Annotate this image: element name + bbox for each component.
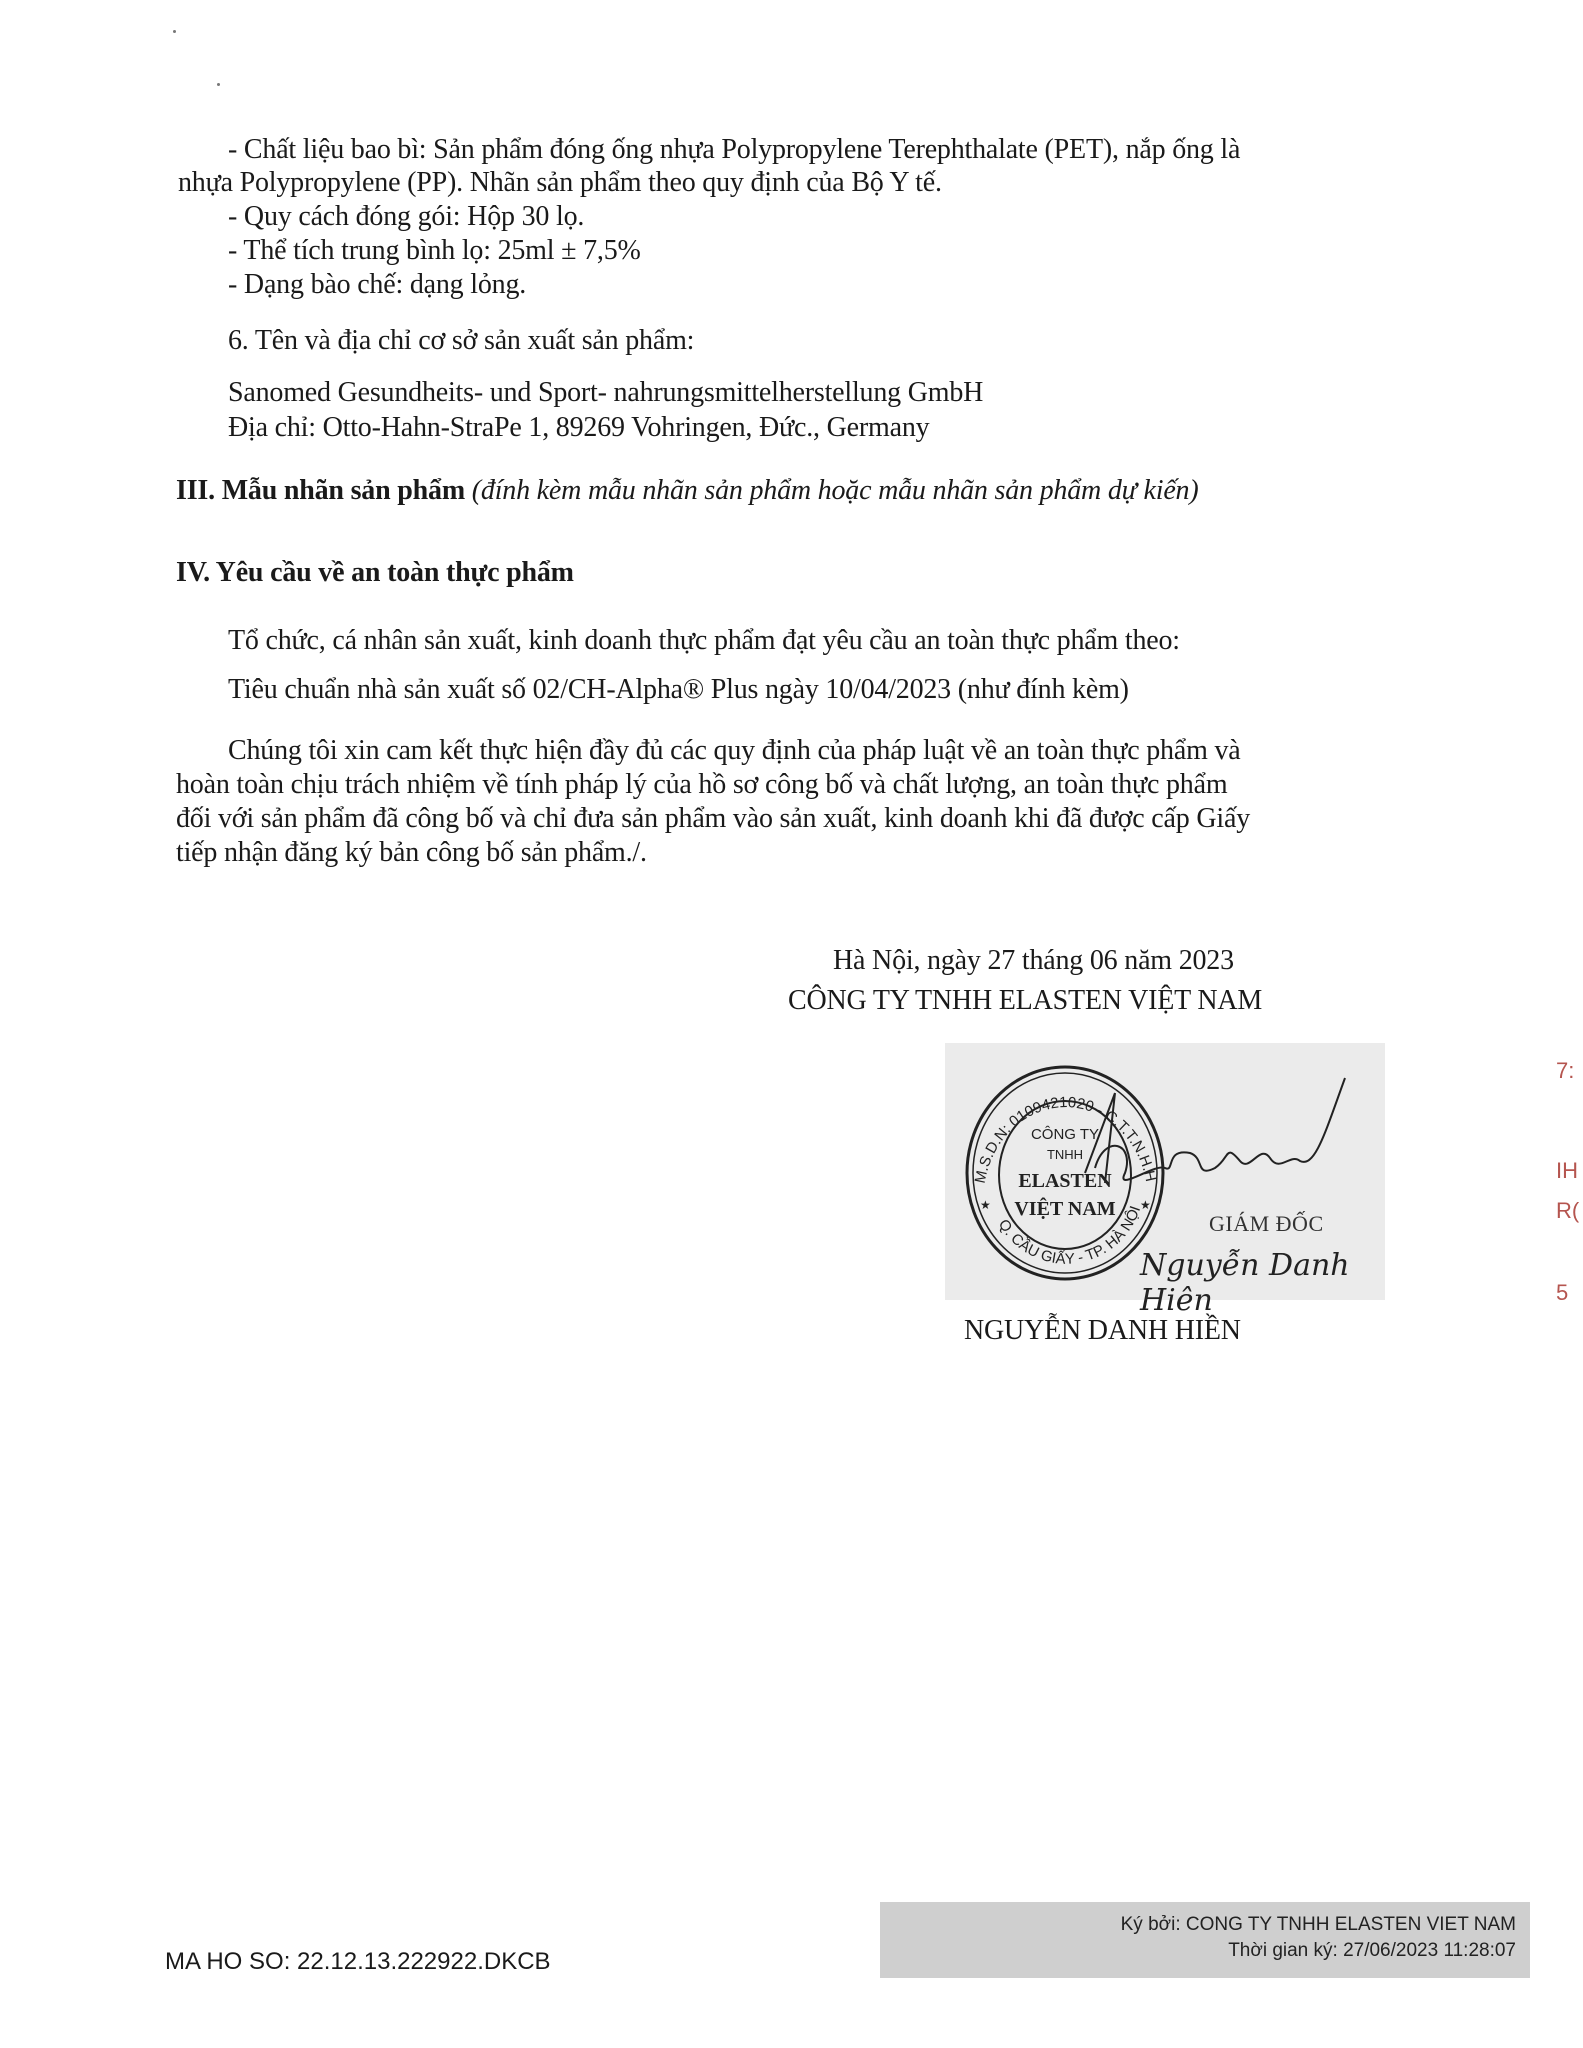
edge-stamp-fragment	[1556, 1058, 1583, 1338]
manufacturer-name: Sanomed Gesundheits- und Sport- nahrungsmittelherstellung GmbH	[228, 377, 984, 408]
manufacturer-heading: 6. Tên và địa chỉ cơ sở sản xuất sản phẩm:	[228, 325, 695, 356]
edge-mark: 5	[1556, 1280, 1569, 1305]
section-iii-heading: III. Mẫu nhãn sản phẩm	[176, 475, 465, 506]
packaging-material-line-cont: nhựa Polypropylene (PP). Nhãn sản phẩm theo quy định của Bộ Y tế.	[178, 167, 942, 198]
signature-stamp-area	[945, 1043, 1385, 1318]
company-name: CÔNG TY TNHH ELASTEN VIỆT NAM	[788, 985, 1263, 1016]
digital-signature-box	[880, 1902, 1530, 1978]
commitment-line-3: đối với sản phẩm đã công bố và chỉ đưa sản phẩm vào sản xuất, kinh doanh khi đã được cấp Giấy	[176, 803, 1250, 834]
signed-by: Ký bởi: CONG TY TNHH ELASTEN VIET NAM	[1120, 1914, 1516, 1935]
svg-text:★: ★	[1140, 1198, 1151, 1212]
packaging-spec: - Quy cách đóng gói: Hộp 30 lọ.	[228, 201, 585, 232]
safety-standard-line: Tiêu chuẩn nhà sản xuất số 02/CH-Alpha® Plus ngày 10/04/2023 (như đính kèm)	[228, 674, 1129, 705]
svg-text:VIỆT NAM: VIỆT NAM	[1014, 1198, 1116, 1220]
signer-title: GIÁM ĐỐC	[1209, 1211, 1324, 1236]
dosage-form: - Dạng bào chế: dạng lỏng.	[228, 269, 527, 300]
handwritten-signature-icon	[1055, 1073, 1355, 1223]
signer-script-name: Nguyễn Danh Hiên	[1140, 1248, 1350, 1318]
svg-text:CÔNG TY: CÔNG TY	[1030, 1126, 1100, 1143]
scan-speck	[217, 83, 220, 86]
commitment-line-1: Chúng tôi xin cam kết thực hiện đầy đủ các quy định của pháp luật về an toàn thực phẩm và	[228, 735, 1241, 766]
edge-mark: 7:	[1556, 1058, 1575, 1083]
section-iii	[176, 474, 1198, 508]
svg-text:M.S.D.N: 0109421020 - C.T.T.N.: M.S.D.N: 0109421020 - C.T.T.N.H.H	[971, 1094, 1159, 1185]
svg-text:Q. CẦU GIẤY - TP. HÀ NỘI: Q. CẦU GIẤY - TP. HÀ NỘI	[994, 1203, 1145, 1268]
scan-speck	[173, 30, 176, 33]
svg-text:ELASTEN: ELASTEN	[1018, 1170, 1112, 1192]
edge-mark: R(	[1556, 1198, 1580, 1223]
section-iii-note: (đính kèm mẫu nhãn sản phẩm hoặc mẫu nhãn sản phẩm dự kiến)	[471, 475, 1199, 506]
case-number: MA HO SO: 22.12.13.222922.DKCB	[165, 1948, 551, 1975]
edge-mark: IH	[1556, 1158, 1578, 1183]
volume-spec: - Thể tích trung bình lọ: 25ml ± 7,5%	[228, 235, 641, 266]
commitment-line-2: hoàn toàn chịu trách nhiệm về tính pháp lý của hồ sơ công bố và chất lượng, an toàn thực phẩm	[176, 769, 1228, 800]
svg-text:★: ★	[980, 1198, 991, 1212]
signer-name: NGUYỄN DANH HIỀN	[964, 1315, 1241, 1346]
signed-time: Thời gian ký: 27/06/2023 11:28:07	[1228, 1940, 1516, 1961]
manufacturer-address: Địa chỉ: Otto-Hahn-StraPe 1, 89269 Vohringen, Đức., Germany	[228, 412, 930, 443]
commitment-line-4: tiếp nhận đăng ký bản công bố sản phẩm./.	[176, 837, 647, 868]
place-date: Hà Nội, ngày 27 tháng 06 năm 2023	[833, 945, 1234, 976]
packaging-material-line: - Chất liệu bao bì: Sản phẩm đóng ống nhựa Polypropylene Terephthalate (PET), nắp ống là	[228, 134, 1241, 165]
safety-requirement-line: Tổ chức, cá nhân sản xuất, kinh doanh thực phẩm đạt yêu cầu an toàn thực phẩm theo:	[228, 625, 1180, 656]
svg-text:TNHH: TNHH	[1046, 1147, 1084, 1162]
section-iv-heading: IV. Yêu cầu về an toàn thực phẩm	[176, 557, 574, 588]
